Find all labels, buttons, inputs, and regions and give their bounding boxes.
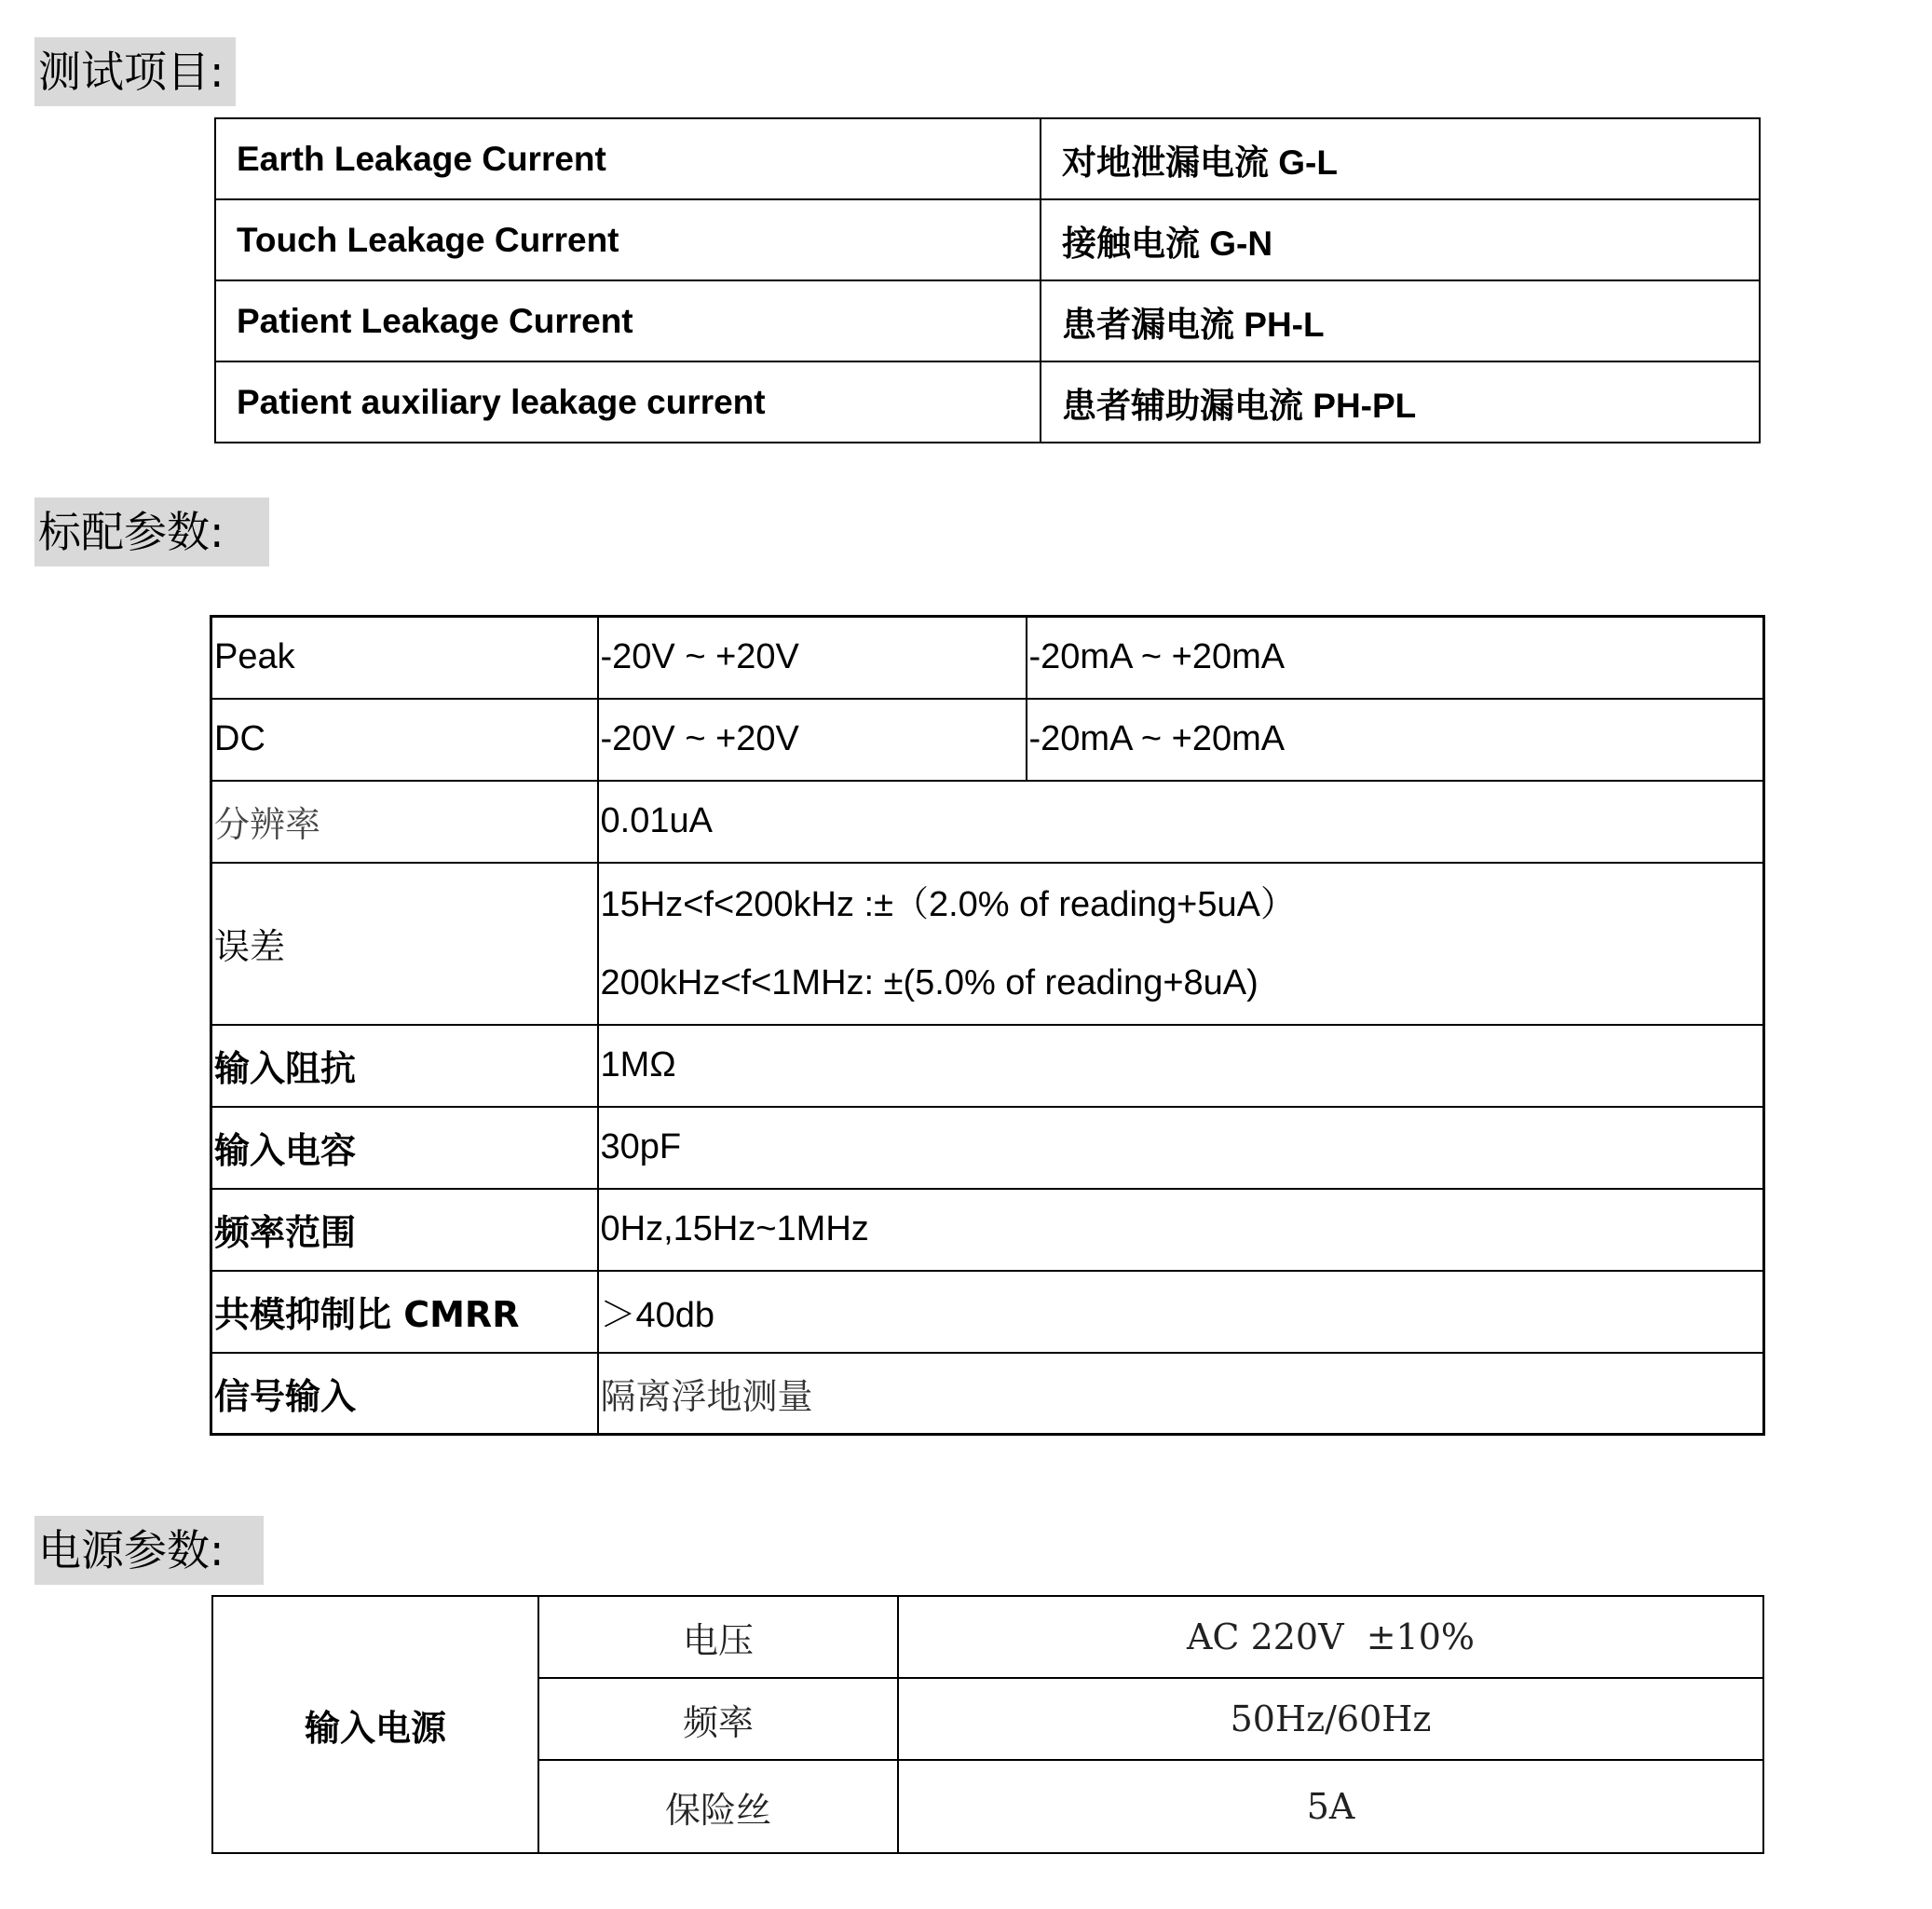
test-item-cn: 患者漏电流 PH-L xyxy=(1041,280,1760,361)
param-label: 分辨率 xyxy=(211,781,598,863)
table-row xyxy=(211,1025,1764,1107)
param-current-range: -20mA ~ +20mA xyxy=(1027,617,1764,699)
table-row xyxy=(211,617,1764,699)
param-label: 信号输入 xyxy=(211,1353,598,1435)
table-row xyxy=(215,280,1760,361)
standard-params-table xyxy=(210,615,1765,1436)
power-param-value: 5A xyxy=(898,1760,1763,1853)
param-voltage-range: -20V ~ +20V xyxy=(598,617,1027,699)
table-row xyxy=(211,1271,1764,1353)
test-items-table xyxy=(214,117,1761,443)
test-item-en: Touch Leakage Current xyxy=(215,199,1041,280)
error-line-2: 200kHz<f<1MHz: ±(5.0% of reading+8uA) xyxy=(600,962,1259,1002)
section-heading-power-params: 电源参数: xyxy=(34,1516,264,1585)
param-voltage-range: -20V ~ +20V xyxy=(598,699,1027,781)
table-row xyxy=(211,781,1764,863)
power-param-value: AC 220V ±10% xyxy=(898,1596,1763,1678)
param-value: 0Hz,15Hz~1MHz xyxy=(598,1189,1764,1271)
section-heading-test-items: 测试项目: xyxy=(34,37,236,106)
power-param-label: 电压 xyxy=(538,1596,898,1678)
test-item-cn: 接触电流 G-N xyxy=(1041,199,1760,280)
table-row xyxy=(211,863,1764,1025)
test-item-cn: 对地泄漏电流 G-L xyxy=(1041,118,1760,199)
param-value: ＞40db xyxy=(598,1271,1764,1353)
power-params-table xyxy=(211,1595,1764,1854)
power-param-label: 保险丝 xyxy=(538,1760,898,1853)
test-item-en: Patient Leakage Current xyxy=(215,280,1041,361)
power-param-label: 频率 xyxy=(538,1678,898,1760)
param-label: 输入阻抗 xyxy=(211,1025,598,1107)
test-item-cn: 患者辅助漏电流 PH-PL xyxy=(1041,361,1760,443)
param-value: 0.01uA xyxy=(598,781,1764,863)
table-row xyxy=(215,199,1760,280)
param-value: 隔离浮地测量 xyxy=(598,1353,1764,1435)
error-line-1: 15Hz<f<200kHz :±（2.0% of reading+5uA） xyxy=(600,884,1296,924)
test-item-en: Earth Leakage Current xyxy=(215,118,1041,199)
table-row xyxy=(215,118,1760,199)
param-current-range: -20mA ~ +20mA xyxy=(1027,699,1764,781)
table-row xyxy=(211,1189,1764,1271)
table-row xyxy=(215,361,1760,443)
power-main-label: 输入电源 xyxy=(212,1596,538,1853)
table-row xyxy=(212,1596,1763,1678)
param-label: 误差 xyxy=(211,863,598,1025)
param-label: 频率范围 xyxy=(211,1189,598,1271)
param-value: 1MΩ xyxy=(598,1025,1764,1107)
param-label: 输入电容 xyxy=(211,1107,598,1189)
param-label: DC xyxy=(211,699,598,781)
param-value: 30pF xyxy=(598,1107,1764,1189)
param-label: 共模抑制比 CMRR xyxy=(211,1271,598,1353)
table-row xyxy=(211,1107,1764,1189)
table-row xyxy=(211,1353,1764,1435)
test-item-en: Patient auxiliary leakage current xyxy=(215,361,1041,443)
param-value xyxy=(598,863,1764,1025)
param-label: Peak xyxy=(211,617,598,699)
table-row xyxy=(211,699,1764,781)
power-param-value: 50Hz/60Hz xyxy=(898,1678,1763,1760)
section-heading-standard-params: 标配参数: xyxy=(34,498,269,566)
